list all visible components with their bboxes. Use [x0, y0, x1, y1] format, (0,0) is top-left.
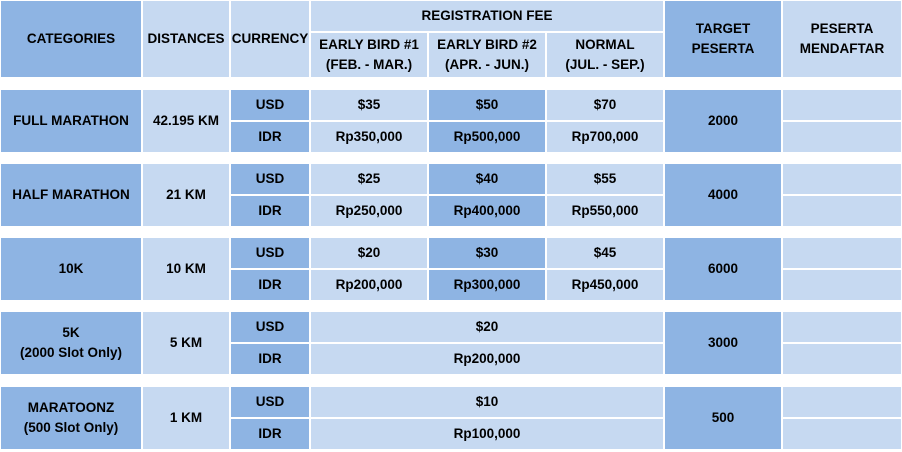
row-category — [0, 237, 142, 301]
header-normal-title: NORMAL — [575, 37, 635, 52]
currency-usd-label: USD — [255, 394, 285, 409]
target-cell — [664, 237, 782, 301]
fee-value: $45 — [593, 245, 617, 260]
category-label: 5K — [62, 325, 80, 340]
category-label: 10K — [58, 261, 84, 276]
fee-value: $30 — [475, 245, 499, 260]
header-distances-label: DISTANCES — [147, 31, 225, 46]
target-cell — [664, 386, 782, 450]
fee-early2-usd — [428, 237, 546, 269]
fee-value: Rp500,000 — [453, 129, 521, 144]
row-category — [0, 163, 142, 227]
category-label: FULL MARATHON — [13, 113, 129, 128]
distance-label: 5 KM — [169, 335, 203, 350]
header-mendaftar-line1: PESERTA — [810, 21, 874, 36]
fee-value: $20 — [357, 245, 381, 260]
fee-flat-idr — [310, 418, 664, 450]
header-currency-label: CURRENCY — [231, 31, 309, 46]
mendaftar-usd-cell[interactable] — [782, 311, 902, 343]
fee-value: Rp700,000 — [571, 129, 639, 144]
mendaftar-idr-cell[interactable] — [782, 418, 902, 450]
mendaftar-usd-cell[interactable] — [782, 386, 902, 418]
header-target-peserta — [664, 0, 782, 78]
category-label: MARATOONZ — [27, 400, 115, 415]
fee-flat-idr — [310, 343, 664, 375]
fee-value: Rp200,000 — [453, 351, 521, 366]
currency-idr-label: IDR — [258, 351, 282, 366]
fee-value: $35 — [357, 97, 381, 112]
mendaftar-usd-cell[interactable] — [782, 237, 902, 269]
currency-idr-cell — [230, 121, 310, 153]
currency-idr-cell — [230, 418, 310, 450]
distance-label: 10 KM — [166, 261, 206, 276]
fee-early1-idr — [310, 195, 428, 227]
currency-usd-cell — [230, 237, 310, 269]
mendaftar-usd-cell[interactable] — [782, 163, 902, 195]
row-category — [0, 311, 142, 375]
fee-value: Rp550,000 — [571, 203, 639, 218]
fee-early2-idr — [428, 269, 546, 301]
fee-value: Rp100,000 — [453, 426, 521, 441]
currency-usd-cell — [230, 89, 310, 121]
header-target-line1: TARGET — [695, 21, 751, 36]
header-early-bird-1 — [310, 32, 428, 78]
fee-early2-idr — [428, 195, 546, 227]
row-distance — [142, 311, 230, 375]
target-value: 3000 — [707, 335, 739, 350]
header-currency — [230, 0, 310, 78]
currency-usd-cell — [230, 163, 310, 195]
mendaftar-idr-cell[interactable] — [782, 343, 902, 375]
header-distances — [142, 0, 230, 78]
fee-value: Rp250,000 — [335, 203, 403, 218]
fee-early1-usd — [310, 237, 428, 269]
currency-usd-label: USD — [255, 319, 285, 334]
fee-early2-usd — [428, 163, 546, 195]
header-early-bird-1-title: EARLY BIRD #1 — [319, 37, 419, 52]
mendaftar-idr-cell[interactable] — [782, 121, 902, 153]
fee-early1-idr — [310, 269, 428, 301]
fee-normal-usd — [546, 237, 664, 269]
fee-value: $50 — [475, 97, 499, 112]
currency-idr-label: IDR — [258, 203, 282, 218]
header-early-bird-1-period: (FEB. - MAR.) — [325, 57, 413, 72]
distance-label: 21 KM — [166, 187, 206, 202]
fee-normal-usd — [546, 163, 664, 195]
fee-value: Rp400,000 — [453, 203, 521, 218]
currency-idr-label: IDR — [258, 426, 282, 441]
header-early-bird-2 — [428, 32, 546, 78]
distance-label: 1 KM — [169, 410, 203, 425]
target-value: 6000 — [707, 261, 739, 276]
mendaftar-usd-cell[interactable] — [782, 89, 902, 121]
header-registration-fee — [310, 0, 664, 32]
currency-idr-label: IDR — [258, 129, 282, 144]
currency-idr-cell — [230, 195, 310, 227]
target-value: 4000 — [707, 187, 739, 202]
fee-normal-usd — [546, 89, 664, 121]
currency-idr-cell — [230, 269, 310, 301]
header-target-line2: PESERTA — [691, 41, 755, 56]
fee-value: $20 — [475, 319, 499, 334]
row-category — [0, 89, 142, 153]
fee-normal-idr — [546, 269, 664, 301]
fee-value: $40 — [475, 171, 499, 186]
fee-value: Rp200,000 — [335, 277, 403, 292]
header-early-bird-2-title: EARLY BIRD #2 — [437, 37, 537, 52]
header-categories — [0, 0, 142, 78]
fee-normal-idr — [546, 121, 664, 153]
currency-idr-label: IDR — [258, 277, 282, 292]
mendaftar-idr-cell[interactable] — [782, 195, 902, 227]
header-early-bird-2-period: (APR. - JUN.) — [445, 57, 529, 72]
header-normal-period: (JUL. - SEP.) — [565, 57, 645, 72]
fee-value: $25 — [357, 171, 381, 186]
fee-early1-usd — [310, 89, 428, 121]
row-distance — [142, 237, 230, 301]
fee-flat-usd — [310, 386, 664, 418]
mendaftar-idr-cell[interactable] — [782, 269, 902, 301]
currency-usd-cell — [230, 311, 310, 343]
fee-value: Rp450,000 — [571, 277, 639, 292]
currency-usd-label: USD — [255, 245, 285, 260]
target-value: 500 — [711, 410, 735, 425]
fee-early1-idr — [310, 121, 428, 153]
fee-value: Rp300,000 — [453, 277, 521, 292]
target-cell — [664, 163, 782, 227]
fee-early2-usd — [428, 89, 546, 121]
header-categories-label: CATEGORIES — [26, 31, 116, 46]
header-normal — [546, 32, 664, 78]
category-note: (2000 Slot Only) — [19, 345, 123, 360]
currency-usd-label: USD — [255, 97, 285, 112]
header-registration-fee-label: REGISTRATION FEE — [421, 8, 553, 23]
currency-idr-cell — [230, 343, 310, 375]
header-mendaftar-line2: MENDAFTAR — [799, 41, 885, 56]
row-distance — [142, 386, 230, 450]
currency-usd-cell — [230, 386, 310, 418]
fee-early1-usd — [310, 163, 428, 195]
target-value: 2000 — [707, 113, 739, 128]
fee-flat-usd — [310, 311, 664, 343]
currency-usd-label: USD — [255, 171, 285, 186]
fee-early2-idr — [428, 121, 546, 153]
target-cell — [664, 311, 782, 375]
fee-normal-idr — [546, 195, 664, 227]
category-label: HALF MARATHON — [12, 187, 130, 202]
category-note: (500 Slot Only) — [23, 420, 119, 435]
fee-value: $55 — [593, 171, 617, 186]
row-distance — [142, 89, 230, 153]
row-category — [0, 386, 142, 450]
target-cell — [664, 89, 782, 153]
fee-value: Rp350,000 — [335, 129, 403, 144]
header-peserta-mendaftar — [782, 0, 902, 78]
fee-value: $70 — [593, 97, 617, 112]
distance-label: 42.195 KM — [152, 113, 220, 128]
fee-value: $10 — [475, 394, 499, 409]
row-distance — [142, 163, 230, 227]
